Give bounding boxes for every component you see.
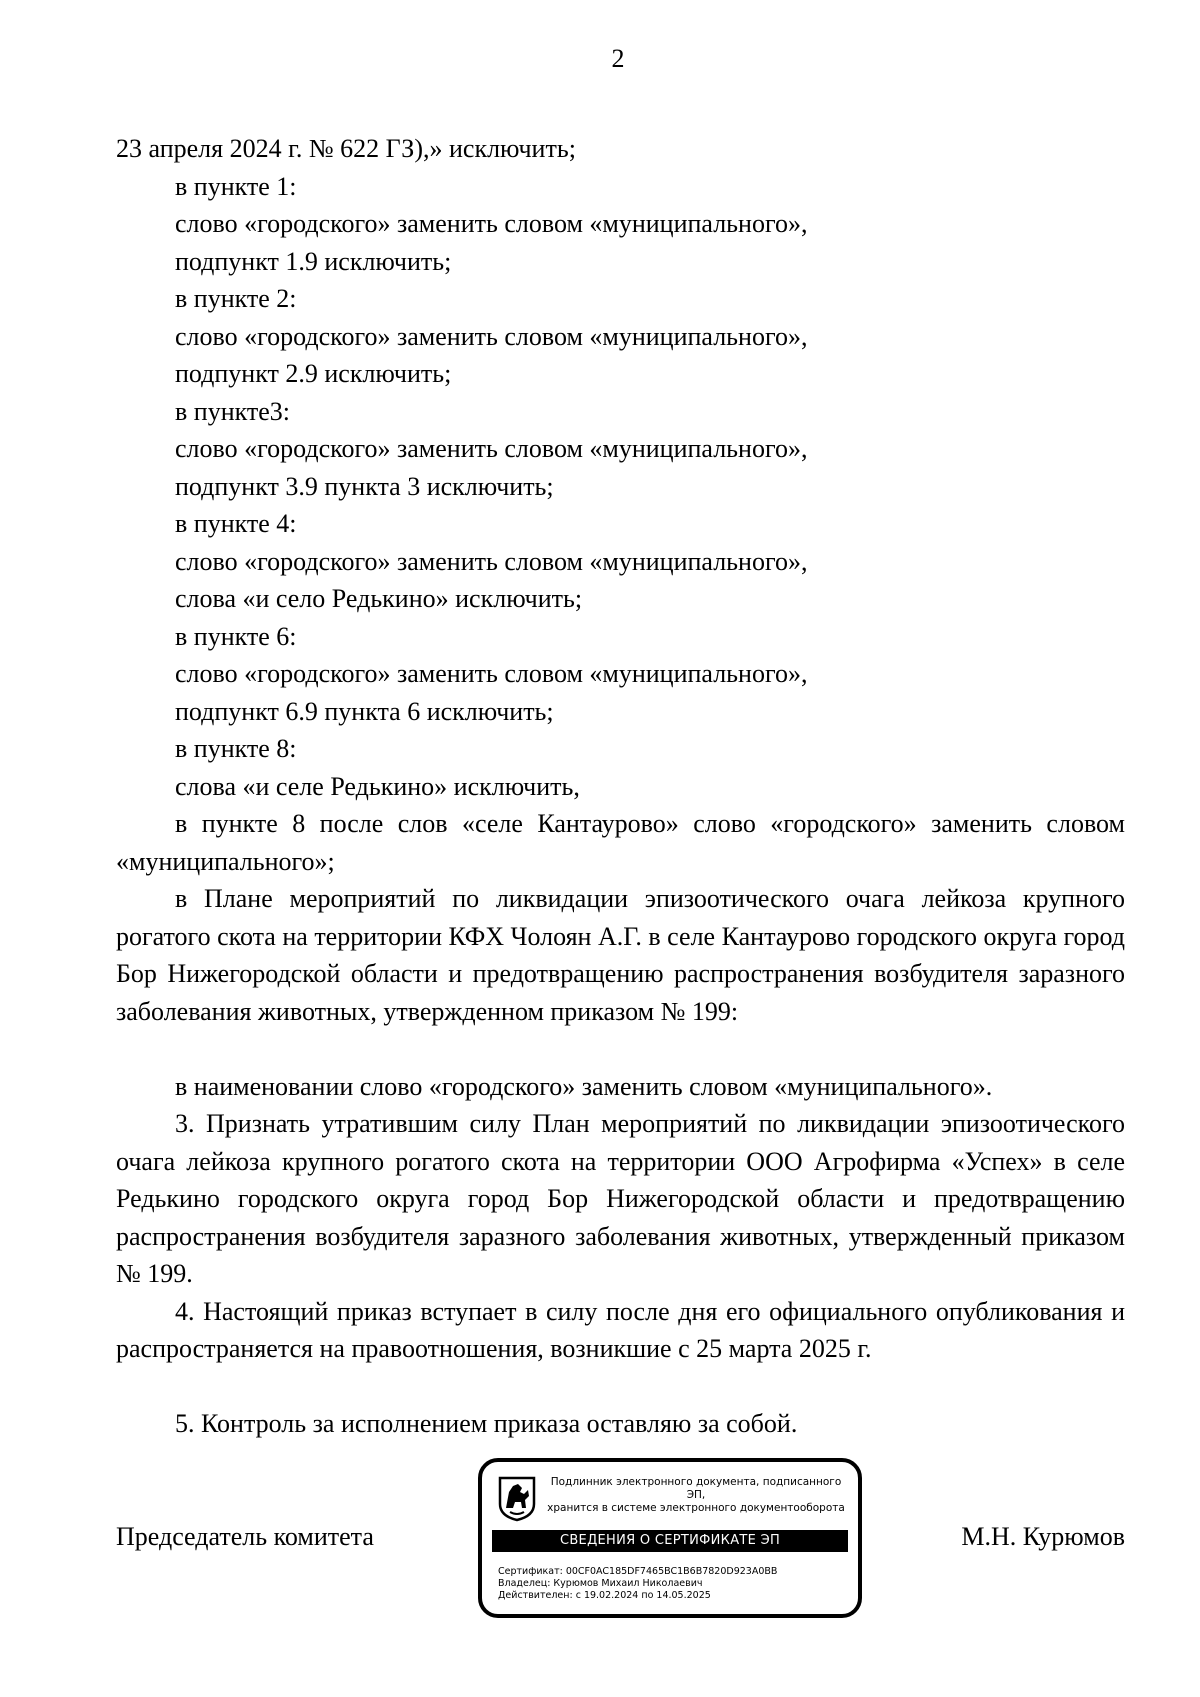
- coat-of-arms-icon: [498, 1476, 536, 1522]
- paragraph: 3. Признать утратившим силу План мероприятий по ликвидации эпизоотического очага лейкоза крупного рогатого скота на территории ООО Агрофирма «Успех» в селе Редькино городского округа город Бор Нижегородской области и предотвращению распространения возбудителя заразного заболевания животных, утвержденный приказом № 199.: [116, 1109, 1125, 1288]
- paragraph: в пункте 8 после слов «селе Кантаурово» слово «городского» заменить словом «муниципального»;: [116, 809, 1125, 876]
- body-line: слово «городского» заменить словом «муниципального»,: [175, 209, 808, 238]
- body-line: слово «городского» заменить словом «муниципального»,: [175, 434, 808, 463]
- body-line: в пункте 6:: [175, 621, 297, 651]
- body-line: в пункте 2:: [175, 284, 297, 313]
- signatory-name: М.Н. Курюмов: [961, 1522, 1125, 1551]
- stamp-certificate-info: [498, 1566, 848, 1602]
- body-line: в пункте 8:: [175, 734, 297, 763]
- paragraph: 5. Контроль за исполнением приказа оставляю за собой.: [175, 1409, 798, 1438]
- body-line: слово «городского» заменить словом «муниципального»,: [175, 659, 808, 688]
- stamp-header: [542, 1476, 850, 1515]
- paragraph: 4. Настоящий приказ вступает в силу после дня его официального опубликования и распространяется на правоотношения, возникшие с 25 марта 2025 г.: [116, 1296, 1125, 1363]
- body-line: 23 апреля 2024 г. № 622 ГЗ),» исключить;: [116, 134, 576, 163]
- document-body: [116, 130, 1125, 1443]
- stamp-title: СВЕДЕНИЯ О СЕРТИФИКАТЕ ЭП: [492, 1530, 848, 1552]
- page-number: 2: [611, 44, 625, 73]
- body-line: слово «городского» заменить словом «муниципального»,: [175, 321, 808, 351]
- body-line: в пункте3:: [175, 396, 291, 426]
- stamp-header-line: хранится в системе электронного документооборота: [547, 1502, 845, 1514]
- electronic-signature-stamp: [478, 1458, 862, 1618]
- stamp-header-line: Подлинник электронного документа, подписанного ЭП,: [550, 1476, 842, 1501]
- body-line: в пункте 1:: [175, 171, 297, 201]
- certificate-owner: Владелец: Курюмов Михаил Николаевич: [498, 1578, 703, 1589]
- body-line: подпункт 6.9 пункта 6 исключить;: [175, 696, 554, 726]
- body-line: слова «и село Редькино» исключить;: [175, 584, 583, 613]
- paragraph: в наименовании слово «городского» заменить словом «муниципального».: [175, 1071, 993, 1101]
- certificate-validity: Действителен: с 19.02.2024 по 14.05.2025: [498, 1590, 711, 1601]
- body-line: в пункте 4:: [175, 509, 297, 538]
- body-line: подпункт 1.9 исключить;: [175, 246, 452, 276]
- body-line: подпункт 3.9 пункта 3 исключить;: [175, 471, 554, 501]
- body-line: подпункт 2.9 исключить;: [175, 359, 452, 388]
- body-line: слово «городского» заменить словом «муниципального»,: [175, 546, 808, 576]
- body-line: слова «и селе Редькино» исключить,: [175, 771, 580, 801]
- certificate-number: Сертификат: 00CF0AC185DF7465BC1B6B7820D923A0BB: [498, 1566, 778, 1577]
- signatory-position: Председатель комитета: [116, 1522, 374, 1551]
- paragraph: в Плане мероприятий по ликвидации эпизоотического очага лейкоза крупного рогатого скота на территории КФХ Чолоян А.Г. в селе Кантаурово городского округа город Бор Нижегородской области и предотвращению распространения возбудителя заразного заболевания животных, утвержденном приказом № 199:: [116, 884, 1125, 1026]
